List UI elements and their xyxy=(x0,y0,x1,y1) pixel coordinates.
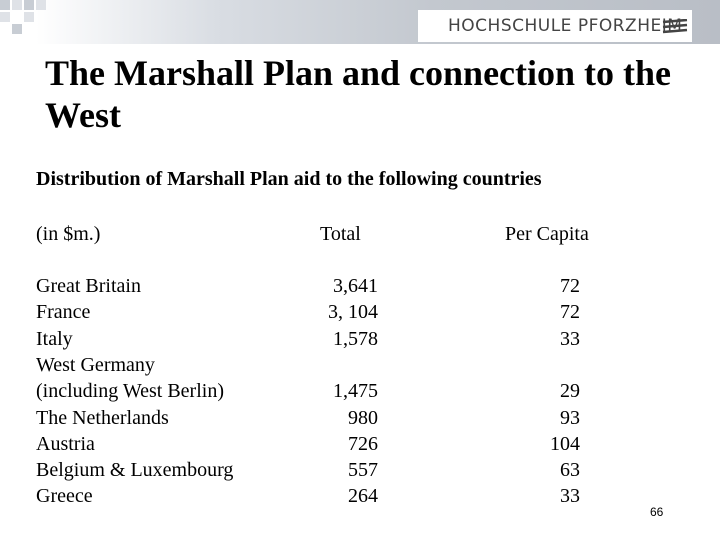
logo-mark-icon xyxy=(662,19,688,35)
decorative-squares xyxy=(0,0,60,44)
row-per-capita: 93 xyxy=(560,407,580,429)
row-per-capita: 72 xyxy=(560,275,580,297)
row-per-capita: 104 xyxy=(550,433,580,455)
row-country: Greece xyxy=(36,485,93,507)
row-per-capita: 63 xyxy=(560,459,580,481)
column-header-unit: (in $m.) xyxy=(36,223,101,245)
row-country: Italy xyxy=(36,328,73,350)
slide-title xyxy=(45,52,695,136)
row-country: Great Britain xyxy=(36,275,141,297)
row-total: 1,475 xyxy=(333,380,378,402)
row-country: (including West Berlin) xyxy=(36,380,224,402)
logo-text: HOCHSCHULE PFORZHEIM xyxy=(448,16,683,36)
row-country: West Germany xyxy=(36,354,155,376)
row-country: Belgium & Luxembourg xyxy=(36,459,234,481)
row-per-capita: 29 xyxy=(560,380,580,402)
column-header-per-capita: Per Capita xyxy=(505,223,589,245)
row-country: The Netherlands xyxy=(36,407,169,429)
row-total: 980 xyxy=(348,407,378,429)
row-country: Austria xyxy=(36,433,95,455)
row-total: 726 xyxy=(348,433,378,455)
row-total: 264 xyxy=(348,485,378,507)
university-logo xyxy=(418,10,692,42)
column-header-total: Total xyxy=(320,223,361,245)
page-number: 66 xyxy=(650,505,664,519)
slide-title-line1: The Marshall Plan and connection to the xyxy=(45,53,672,93)
row-total: 1,578 xyxy=(333,328,378,350)
row-total: 3,641 xyxy=(333,275,378,297)
slide-title-line2: West xyxy=(45,95,121,135)
row-total: 557 xyxy=(348,459,378,481)
row-total: 3, 104 xyxy=(328,301,378,323)
row-per-capita: 33 xyxy=(560,328,580,350)
row-per-capita: 33 xyxy=(560,485,580,507)
row-country: France xyxy=(36,301,91,323)
row-per-capita: 72 xyxy=(560,301,580,323)
slide-subtitle: Distribution of Marshall Plan aid to the following countries xyxy=(36,168,542,190)
